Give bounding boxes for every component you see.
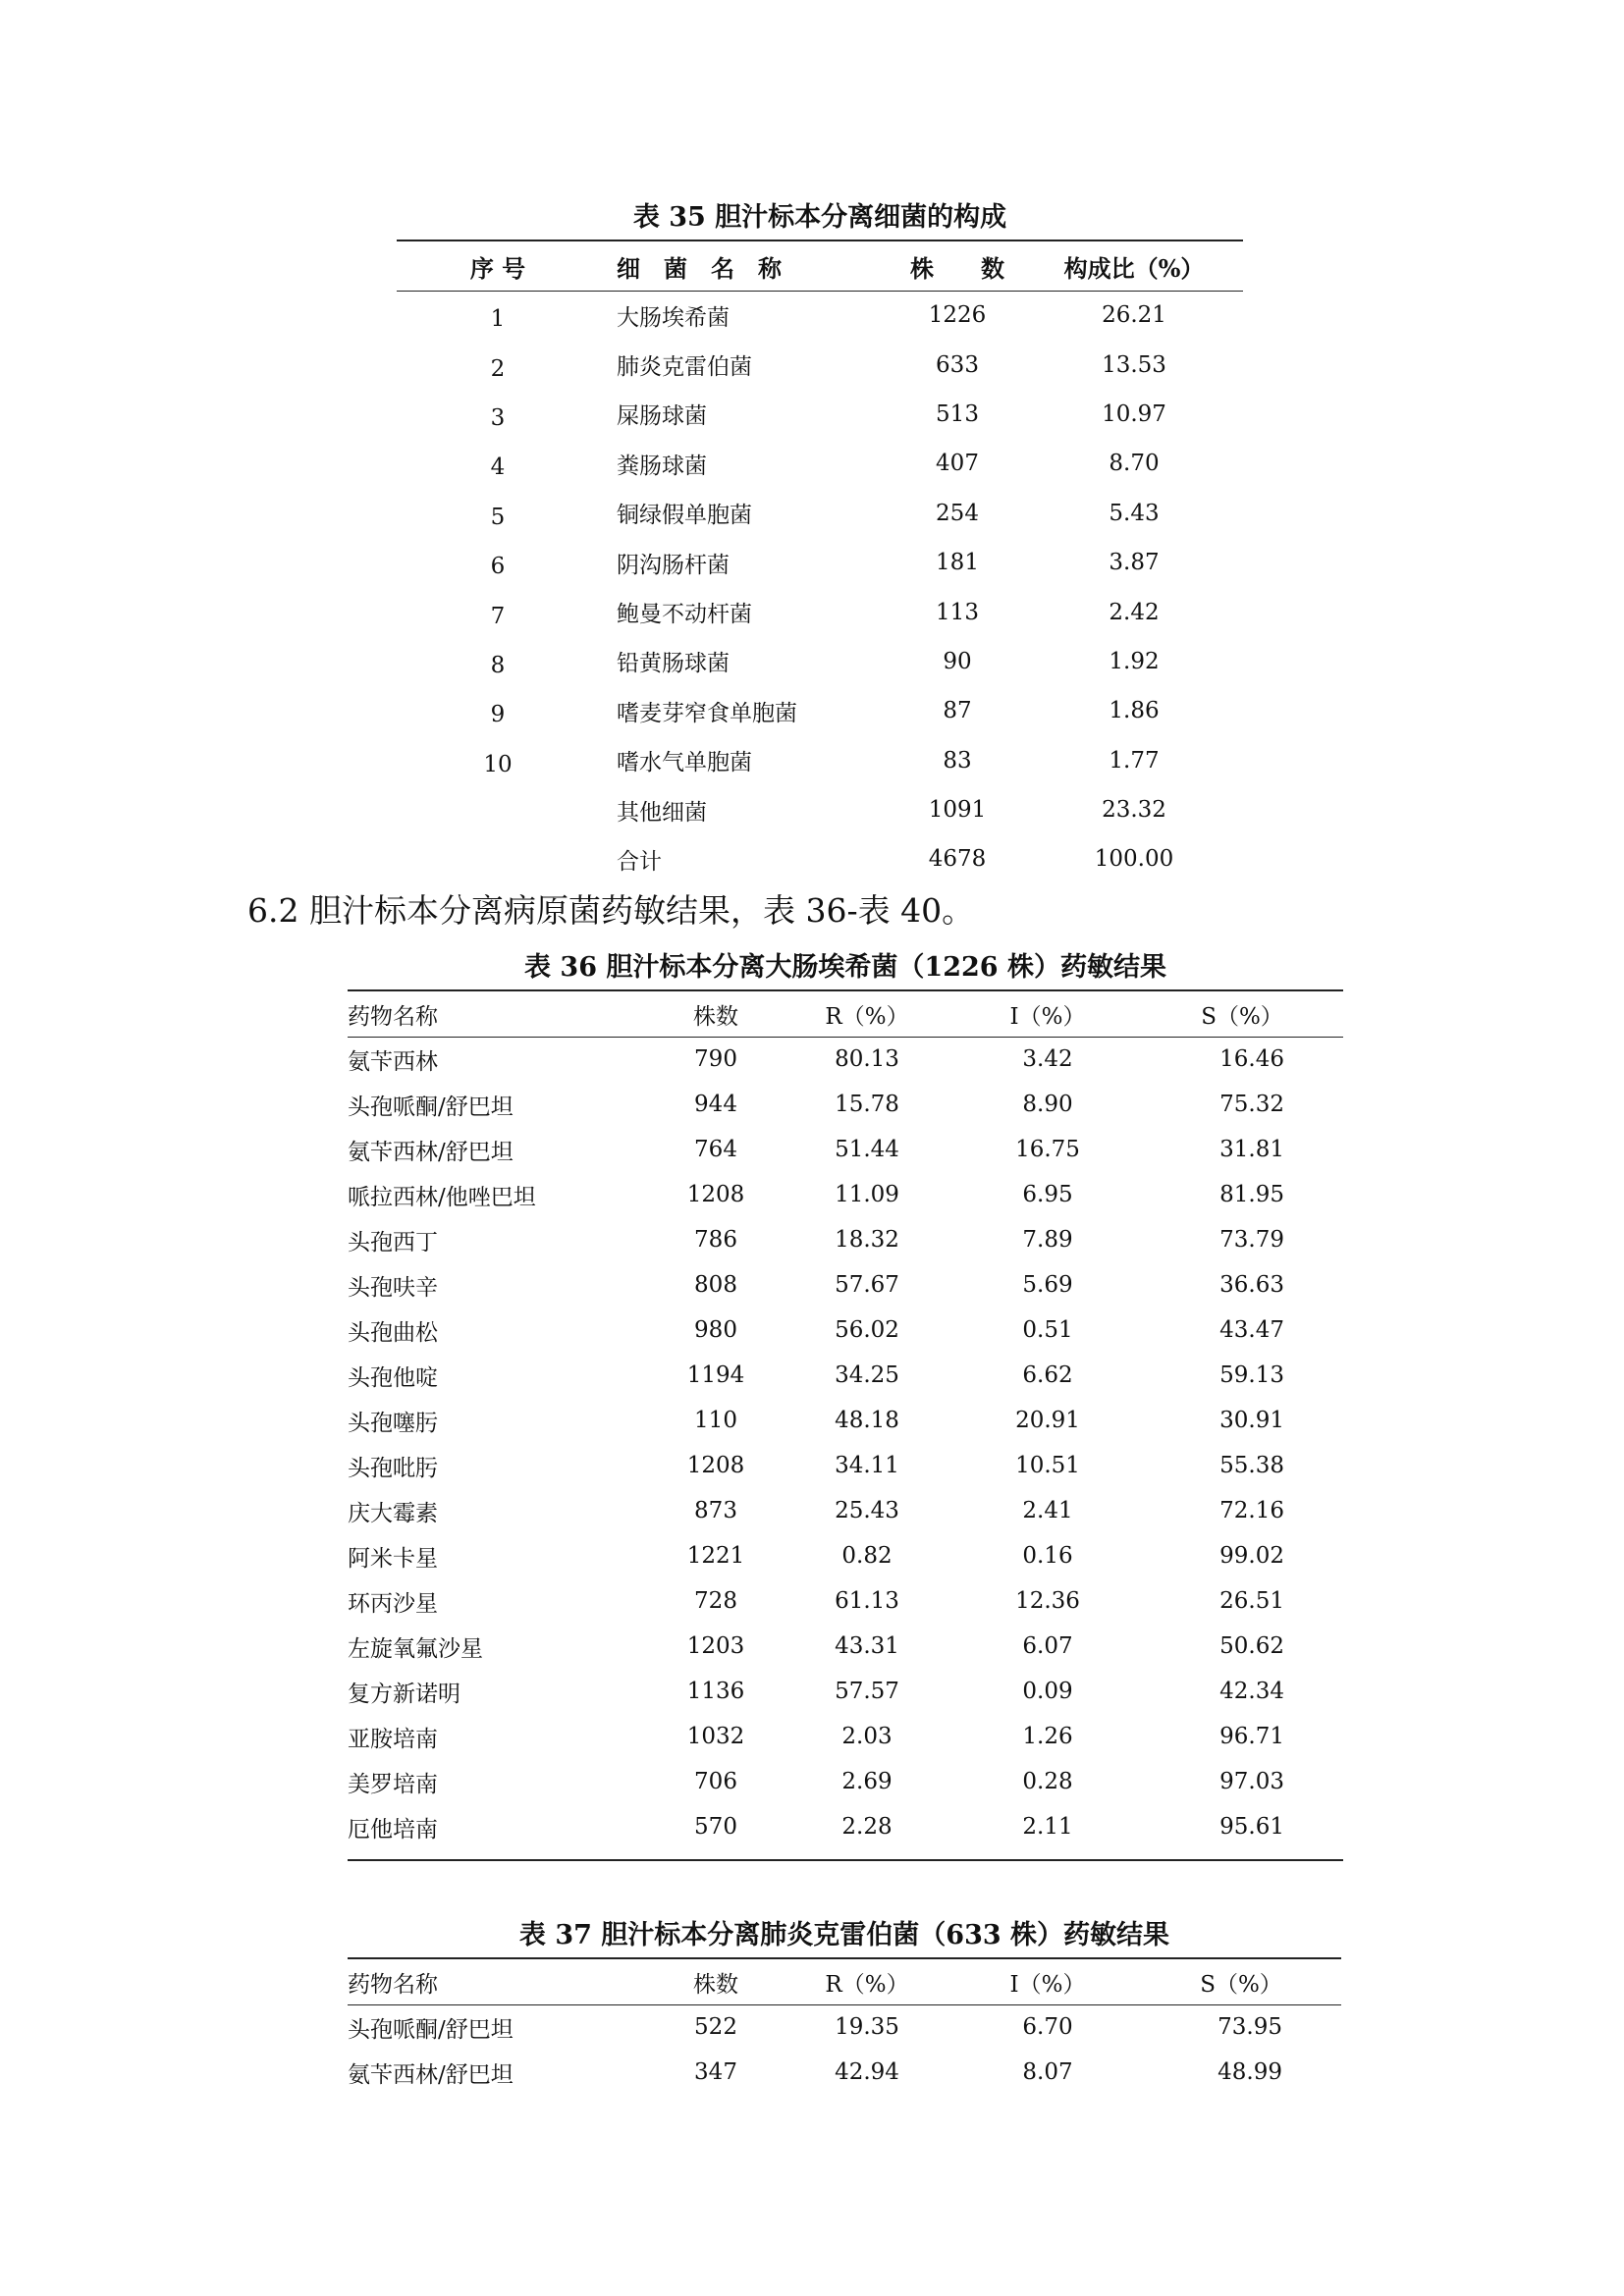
- table36-cell-s: 73.79: [1219, 1227, 1284, 1253]
- table35-cell-name: 铅黄肠球菌: [617, 651, 730, 677]
- table36-row: [348, 1443, 1343, 1488]
- table35-cell-pct: 100.00: [1094, 846, 1174, 873]
- table36-row: [348, 1262, 1343, 1308]
- table36-cell-i: 8.90: [1022, 1092, 1073, 1117]
- table36-cell-count: 1203: [686, 1633, 745, 1659]
- table36-row: [348, 1037, 1343, 1082]
- table36-cell-i: 6.95: [1022, 1182, 1073, 1207]
- table35-cell-pct: 10.97: [1102, 400, 1166, 427]
- table36-cell-r: 15.78: [835, 1092, 899, 1117]
- table36-cell-r: 56.02: [835, 1317, 899, 1343]
- table36-cell-drug: 头孢吡肟: [348, 1455, 438, 1481]
- table36-cell-s: 50.62: [1219, 1633, 1284, 1659]
- table36-cell-drug: 哌拉西林/他唑巴坦: [348, 1184, 536, 1210]
- table37-cell-i: 6.70: [1022, 2014, 1073, 2040]
- table36-cell-count: 1208: [686, 1182, 745, 1207]
- table36-cell-r: 2.03: [841, 1724, 893, 1749]
- table36-cell-i: 0.16: [1022, 1543, 1073, 1569]
- table35-header-name: 细 菌 名 称: [617, 253, 782, 283]
- table36-cell-drug: 头孢西丁: [348, 1229, 438, 1255]
- table35-row: [397, 291, 1243, 340]
- table36-cell-drug: 头孢呋辛: [348, 1274, 438, 1301]
- table37-cell-count: 522: [694, 2014, 737, 2040]
- table35-cell-pct: 1.86: [1109, 698, 1160, 724]
- table37-cell-s: 48.99: [1218, 2059, 1282, 2085]
- table35-row: [397, 587, 1243, 636]
- table36-cell-i: 10.51: [1015, 1453, 1080, 1478]
- table36-cell-s: 97.03: [1219, 1769, 1284, 1794]
- table35-cell-pct: 13.53: [1102, 351, 1166, 378]
- table36-cell-s: 16.46: [1219, 1046, 1284, 1072]
- table36-block: [348, 946, 1343, 1869]
- table36-cell-s: 43.47: [1219, 1317, 1284, 1343]
- table36-cell-count: 706: [694, 1769, 737, 1794]
- table36-cell-r: 0.82: [841, 1543, 893, 1569]
- table36-cell-r: 61.13: [835, 1588, 899, 1614]
- table37-cell-s: 73.95: [1218, 2014, 1282, 2040]
- table35-cell-count: 513: [936, 400, 979, 427]
- table35-cell-no: 6: [490, 554, 506, 580]
- table37-cell-r: 19.35: [835, 2014, 899, 2040]
- table35-cell-no: 1: [490, 306, 506, 333]
- table36-cell-r: 2.28: [841, 1814, 893, 1840]
- table35-cell-pct: 2.42: [1109, 599, 1160, 625]
- table36-row: [348, 1624, 1343, 1669]
- table36-row: [348, 1353, 1343, 1398]
- table35-cell-name: 铜绿假单胞菌: [617, 503, 752, 529]
- table36-cell-i: 5.69: [1022, 1272, 1073, 1298]
- table36-row: [348, 1308, 1343, 1353]
- table36-cell-r: 43.31: [835, 1633, 899, 1659]
- table36-cell-s: 99.02: [1219, 1543, 1284, 1569]
- table36-cell-i: 1.26: [1022, 1724, 1073, 1749]
- table36-cell-drug: 左旋氧氟沙星: [348, 1635, 483, 1662]
- table36-row: [348, 1578, 1343, 1624]
- table35-cell-no: 3: [490, 404, 506, 431]
- table35: [397, 241, 1243, 884]
- table36-cell-drug: 阿米卡星: [348, 1545, 438, 1572]
- table35-cell-pct: 1.92: [1109, 648, 1160, 674]
- table35-cell-no: 4: [490, 454, 506, 481]
- table35-block: [397, 196, 1243, 893]
- table36-cell-i: 20.91: [1015, 1408, 1080, 1433]
- table37-title: 表 37 胆汁标本分离肺炎克雷伯菌（633 株）药敏结果: [518, 1920, 1170, 1950]
- table37-header-drug: 药物名称: [348, 1971, 438, 1998]
- table35-cell-name: 粪肠球菌: [617, 453, 707, 479]
- table35-cell-no: [397, 834, 599, 883]
- table36-row: [348, 1669, 1343, 1714]
- table35-cell-count: 633: [936, 351, 979, 378]
- table35-cell-count: 113: [936, 599, 979, 625]
- table35-header-pct: 构成比（%）: [1063, 253, 1205, 283]
- table37-row: [348, 2004, 1341, 2050]
- table36-cell-count: 980: [694, 1317, 737, 1343]
- table36-cell-count: 944: [694, 1092, 737, 1117]
- table36-cell-r: 2.69: [841, 1769, 893, 1794]
- table36-row: [348, 1398, 1343, 1443]
- table36-header-i: I（%）: [1009, 1003, 1086, 1030]
- table36-cell-r: 48.18: [835, 1408, 899, 1433]
- table36-cell-r: 57.67: [835, 1272, 899, 1298]
- table36-title: 表 36 胆汁标本分离大肠埃希菌（1226 株）药敏结果: [524, 952, 1166, 983]
- table35-cell-name: 肺炎克雷伯菌: [617, 354, 752, 381]
- table36-header-r: R（%）: [825, 1003, 909, 1030]
- table36-row: [348, 1533, 1343, 1578]
- table36-cell-count: 1208: [686, 1453, 745, 1478]
- table35-cell-name: 屎肠球菌: [617, 403, 707, 430]
- table35-row: [397, 834, 1243, 883]
- table36-row: [348, 1759, 1343, 1804]
- table36-cell-count: 1136: [686, 1679, 745, 1704]
- table35-cell-name: 嗜麦芽窄食单胞菌: [617, 700, 797, 726]
- table37-cell-count: 347: [694, 2059, 737, 2085]
- table36-cell-count: 808: [694, 1272, 737, 1298]
- table35-cell-name: 其他细菌: [617, 799, 707, 826]
- table37-cell-i: 8.07: [1022, 2059, 1073, 2085]
- section-heading: 6.2 胆汁标本分离病原菌药敏结果，表 36-表 40。: [247, 891, 975, 930]
- table36-cell-drug: 厄他培南: [348, 1816, 438, 1842]
- table36-row: [348, 1127, 1343, 1172]
- table35-row: [397, 686, 1243, 735]
- table35-cell-pct: 26.21: [1102, 302, 1166, 329]
- table36-cell-s: 59.13: [1219, 1362, 1284, 1388]
- table35-row: [397, 736, 1243, 785]
- table36-cell-drug: 头孢曲松: [348, 1319, 438, 1346]
- table36-row: [348, 1488, 1343, 1533]
- table35-row: [397, 439, 1243, 488]
- table35-cell-pct: 3.87: [1109, 550, 1160, 576]
- table35-cell-no: 7: [490, 603, 506, 629]
- table36-cell-count: 570: [694, 1814, 737, 1840]
- table36-cell-r: 18.32: [835, 1227, 899, 1253]
- table36-cell-i: 0.51: [1022, 1317, 1073, 1343]
- table36-header-drug: 药物名称: [348, 1003, 438, 1030]
- table35-cell-no: [397, 785, 599, 834]
- table35-row: [397, 637, 1243, 686]
- table35-cell-count: 181: [936, 550, 979, 576]
- table36-cell-s: 42.34: [1219, 1679, 1284, 1704]
- table35-cell-pct: 1.77: [1109, 747, 1160, 774]
- table35-header-count: 株 数: [910, 253, 1004, 283]
- table36-header-row: [348, 991, 1343, 1037]
- table35-cell-count: 254: [936, 500, 979, 526]
- table36-cell-count: 1032: [686, 1724, 745, 1749]
- table36-cell-s: 26.51: [1219, 1588, 1284, 1614]
- table37-header-r: R（%）: [825, 1971, 909, 1998]
- table36-cell-s: 36.63: [1219, 1272, 1284, 1298]
- table36-row: [348, 1172, 1343, 1217]
- table36-cell-count: 873: [694, 1498, 737, 1523]
- table35-cell-pct: 23.32: [1102, 797, 1166, 824]
- table36-cell-i: 16.75: [1015, 1137, 1080, 1162]
- table36-cell-count: 728: [694, 1588, 737, 1614]
- table37-cell-drug: 氨苄西林/舒巴坦: [348, 2061, 514, 2088]
- table35-cell-no: 10: [483, 751, 513, 777]
- table36-cell-count: 110: [694, 1408, 737, 1433]
- table36-cell-i: 0.28: [1022, 1769, 1073, 1794]
- table37-header-count: 株数: [693, 1971, 738, 1998]
- table36-cell-i: 0.09: [1022, 1679, 1073, 1704]
- table35-cell-no: 2: [490, 355, 506, 382]
- table35-cell-count: 90: [943, 648, 972, 674]
- table35-header-row: [397, 241, 1243, 291]
- table37-header-s: S（%）: [1200, 1971, 1282, 1998]
- table36-header-s: S（%）: [1201, 1003, 1283, 1030]
- table35-cell-pct: 8.70: [1109, 451, 1160, 477]
- table35-row: [397, 340, 1243, 389]
- table35-cell-count: 407: [936, 451, 979, 477]
- table37-cell-r: 42.94: [835, 2059, 899, 2085]
- table36-cell-count: 790: [694, 1046, 737, 1072]
- table36-cell-s: 81.95: [1219, 1182, 1284, 1207]
- table35-cell-name: 大肠埃希菌: [617, 304, 730, 331]
- table36-cell-drug: 庆大霉素: [348, 1500, 438, 1526]
- table35-row: [397, 785, 1243, 834]
- table36-row: [348, 1217, 1343, 1262]
- table35-row: [397, 390, 1243, 439]
- table36-cell-s: 55.38: [1219, 1453, 1284, 1478]
- table36-cell-count: 786: [694, 1227, 737, 1253]
- table35-cell-count: 83: [943, 747, 972, 774]
- table36-cell-drug: 亚胺培南: [348, 1726, 438, 1752]
- table36-cell-drug: 美罗培南: [348, 1771, 438, 1797]
- table35-cell-name: 合计: [617, 848, 662, 875]
- table37-header-row: [348, 1959, 1341, 2004]
- table36-cell-s: 75.32: [1219, 1092, 1284, 1117]
- table35-header-no: 序 号: [469, 253, 526, 283]
- table35-row: [397, 538, 1243, 587]
- table37-cell-drug: 头孢哌酮/舒巴坦: [348, 2016, 514, 2043]
- table35-cell-pct: 5.43: [1109, 500, 1160, 526]
- table35-cell-count: 87: [943, 698, 972, 724]
- table36-cell-drug: 环丙沙星: [348, 1590, 438, 1617]
- table36-cell-count: 1221: [686, 1543, 745, 1569]
- table36-cell-s: 95.61: [1219, 1814, 1284, 1840]
- table37-row: [348, 2050, 1341, 2095]
- table36-cell-s: 72.16: [1219, 1498, 1284, 1523]
- table36-header-count: 株数: [693, 1003, 738, 1030]
- table35-cell-count: 4678: [928, 846, 987, 873]
- table37-block: [348, 1914, 1341, 2110]
- table35-cell-name: 阴沟肠杆菌: [617, 552, 730, 578]
- table35-cell-no: 5: [490, 504, 506, 530]
- table36-cell-r: 11.09: [835, 1182, 899, 1207]
- table36-cell-count: 1194: [686, 1362, 745, 1388]
- table36-cell-r: 25.43: [835, 1498, 899, 1523]
- table36-cell-count: 764: [694, 1137, 737, 1162]
- table36-cell-i: 6.62: [1022, 1362, 1073, 1388]
- table36-cell-s: 31.81: [1219, 1137, 1284, 1162]
- table36-cell-drug: 氨苄西林/舒巴坦: [348, 1139, 514, 1165]
- table35-cell-no: 9: [490, 702, 506, 728]
- table35-cell-count: 1226: [928, 302, 987, 329]
- table35-cell-count: 1091: [928, 797, 987, 824]
- table36-cell-r: 80.13: [835, 1046, 899, 1072]
- table36-cell-i: 12.36: [1015, 1588, 1080, 1614]
- table35-cell-name: 鲍曼不动杆菌: [617, 602, 752, 628]
- table36-cell-drug: 头孢哌酮/舒巴坦: [348, 1094, 514, 1120]
- table36-cell-i: 3.42: [1022, 1046, 1073, 1072]
- table35-title: 表 35 胆汁标本分离细菌的构成: [632, 202, 1007, 233]
- table35-row: [397, 489, 1243, 538]
- table36-cell-i: 2.41: [1022, 1498, 1073, 1523]
- table37-header-i: I（%）: [1009, 1971, 1086, 1998]
- table36-cell-r: 51.44: [835, 1137, 899, 1162]
- table36-cell-i: 6.07: [1022, 1633, 1073, 1659]
- table36-cell-i: 7.89: [1022, 1227, 1073, 1253]
- table36: [348, 991, 1343, 1849]
- table36-cell-drug: 头孢他啶: [348, 1364, 438, 1391]
- table37: [348, 1959, 1341, 2095]
- table36-row: [348, 1714, 1343, 1759]
- table36-cell-drug: 头孢噻肟: [348, 1410, 438, 1436]
- table36-cell-r: 34.25: [835, 1362, 899, 1388]
- table36-cell-s: 30.91: [1219, 1408, 1284, 1433]
- table36-row: [348, 1082, 1343, 1127]
- table36-cell-i: 2.11: [1022, 1814, 1073, 1840]
- table36-cell-drug: 复方新诺明: [348, 1681, 460, 1707]
- table35-cell-no: 8: [490, 652, 506, 678]
- table36-bottom-rule: [348, 1859, 1343, 1861]
- table36-row: [348, 1804, 1343, 1849]
- table36-cell-r: 57.57: [835, 1679, 899, 1704]
- table35-cell-name: 嗜水气单胞菌: [617, 750, 752, 776]
- table36-cell-r: 34.11: [835, 1453, 899, 1478]
- table36-cell-drug: 氨苄西林: [348, 1048, 438, 1075]
- table36-cell-s: 96.71: [1219, 1724, 1284, 1749]
